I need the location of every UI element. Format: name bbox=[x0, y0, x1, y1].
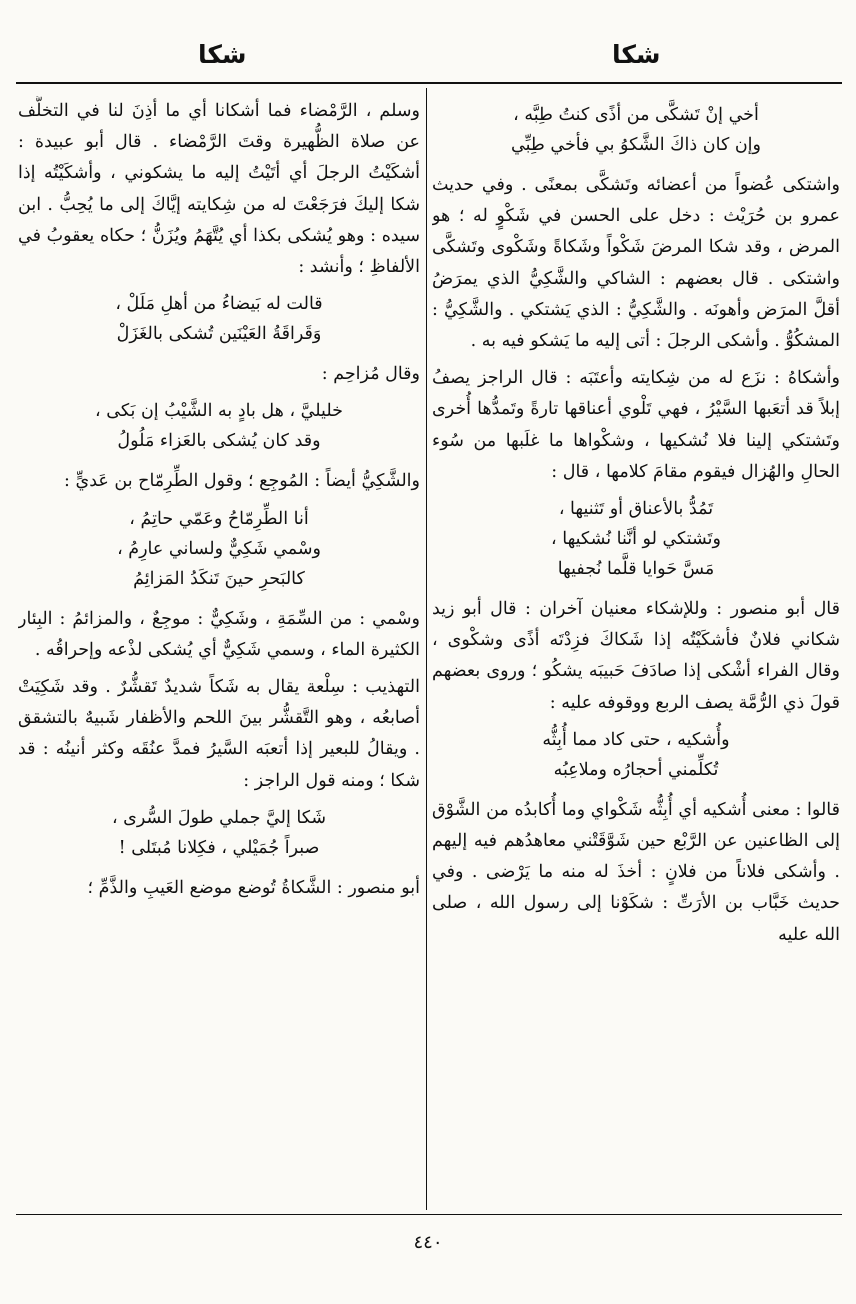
verse-line: وقد كان يُشكى بالعَزاء مَلُولُ bbox=[117, 431, 321, 452]
verse-line: صبراً جُمَيْلي ، فكِلانا مُبتَلى ! bbox=[118, 837, 320, 858]
verse-line: أنا الطِّرِمّاحُ وعَمّي حاتِمُ ، bbox=[129, 508, 309, 529]
column-divider bbox=[426, 88, 427, 1210]
paragraph: وأشكاهُ : نزَع له من شِكايته وأعتَبَه : قال الراجز يصفُ إبلاً قد أتعَبها السَّيْرُ ، فهي تَلْوي أعناقها تارةً وتَمدُّها أُخرى وتَشتكي إلينا فلا نُشكيها ، وشكْواها ما غلَبها من سُوء الحالِ والهُزال فيقوم مقامَ كلامها ، قال : bbox=[432, 368, 840, 482]
verse-line: تَمُدُّ بالأعناق أو تَثنيها ، bbox=[558, 499, 714, 520]
verse-line: خليليَّ ، هل بادٍ به الشَّيْبُ إن بَكى ، bbox=[95, 401, 343, 422]
verse-line: وَقَراقَةُ العَيْنَين تُشكى بالغَزَلْ bbox=[116, 324, 322, 345]
verse-line: كالبَحرِ حينَ تَنكَدُ المَزائِمُ bbox=[133, 568, 305, 589]
verse bbox=[432, 100, 840, 160]
paragraph: أبو منصور : الشَّكاةُ تُوضع موضع العَيبِ والذَّمِّ ؛ bbox=[87, 877, 420, 898]
verse-line: وأُشكيه ، حتى كاد مما أُبِثُّه bbox=[542, 729, 730, 750]
verse bbox=[18, 396, 420, 456]
paragraph: والشَّكِيُّ أيضاً : المُوجِع ؛ وقول الطِّرِمّاح بن عَديٍّ : bbox=[64, 471, 420, 492]
verse-line: وسْمي شَكِيٌّ ولساني عارِمُ ، bbox=[117, 538, 321, 559]
verse bbox=[18, 289, 420, 349]
verse-line: أخي إنْ تَشكَّى من أذًى كنتُ طِبَّه ، bbox=[513, 105, 759, 125]
verse-line: تُكلِّمني أحجارُه وملاعِبُه bbox=[553, 759, 719, 780]
verse-line: شَكا إليَّ جملي طولَ السُّرى ، bbox=[111, 807, 327, 828]
verse bbox=[432, 494, 840, 584]
header-word-right: شكا bbox=[612, 40, 661, 69]
verse bbox=[18, 504, 420, 594]
verse bbox=[18, 803, 420, 863]
header-word-left: شكا bbox=[198, 40, 247, 69]
header-rule bbox=[16, 82, 842, 84]
verse-line: قالت له بَيضاءُ من أهلِ مَلَلْ ، bbox=[115, 294, 323, 315]
verse bbox=[432, 725, 840, 785]
paragraph: وسْمي : من السِّمَةِ ، وشَكِيٌّ : موجِعٌ ، والمزائمُ : البِئار الكثيرة الماء ، وسمي شَكِيٌّ أي يُشكى لذْعه وإحراقُه . bbox=[18, 608, 420, 660]
verse-line: مَسَّ حَوايا قلَّما نُجفيها bbox=[557, 559, 715, 580]
paragraph: وسلم ، الرَّمْضاء فما أشكانا أي ما أذِنَ لنا في التخلُّف عن صلاة الظُّهيرة وقتَ الرَّمْضاء . قال أبو عبيدة : أشكَيْتُ الرجلَ أي أتَيْتُ إليه ما يشكوني ، وأشكَيْتُه إذا شكا إليكَ فرَجَعْتَ له من شِكايته إيَّاكَ إلى ما يُحِبُّ . ابن سيده : وهو يُشكى بكذا أي يُتَّهَمُ ويُزَنُّ ؛ حكاه يعقوبُ في الألفاظِ ؛ وأنشد : bbox=[18, 101, 420, 278]
verse-line: وإن كان ذاكَ الشَّكوُ بي فأخي طِبِّي bbox=[511, 135, 761, 155]
verse-line: وتَشتكي لو أنَّنا نُشكيها ، bbox=[551, 529, 721, 550]
paragraph: وقال مُزاحِم : bbox=[321, 364, 420, 385]
left-column bbox=[18, 96, 420, 1208]
right-column bbox=[432, 96, 840, 1208]
page-number: ٤٤٠ bbox=[413, 1232, 443, 1253]
paragraph: واشتكى عُضواً من أعضائه وتَشكَّى بمعنًى . وفي حديث عمرو بن حُرَيْث : دخل على الحسن في شَكْوٍ له ؛ هو المرض ، وقد شكا المرضَ شَكْواً وشَكاةً وشَكْوى وتَشكَّى واشتكى . قال بعضهم : الشاكي والشَّكِيُّ الذي يمرَضُ أقلَّ المرَض وأهونَه . والشَّكِيُّ : الذي يَشتكي . والشَّكِيُّ : المشكُوُّ . وأشكى الرجلَ : أتى إليه ما يَشكو فيه به . bbox=[432, 175, 840, 352]
paragraph: قال أبو منصور : وللإشكاء معنيان آخران : قال أبو زيد شكاني فلانٌ فأشكَيْتُه إذا شَكاكَ فزِدْتَه أذًى وشكْوى ، وقال الفراء أشْكى إذا صادَفَ حَبيبَه يشكُو ؛ وروى بعضهم قولَ ذي الرُّمَّة يصف الربع ووقوفه عليه : bbox=[432, 599, 840, 713]
paragraph: قالوا : معنى أُشكيه أي أُبِثُّه شَكْواي وما أُكابدُه من الشَّوْق إلى الظاعنين عن الرَّبْع حين شَوَّقَتْني معاهدُهم فيه إليهم . وأشكى فلاناً من فلانٍ : أخذَ له منه ما يَرْضى . وفي حديث خَبَّاب بن الأرَتِّ : شكَوْنا إلى رسول الله ، صلى الله عليه bbox=[432, 799, 840, 945]
footer-rule bbox=[16, 1214, 842, 1215]
paragraph: التهذيب : سِلْعة يقال به شَكاً شديدٌ تَقشُّرٌ . وقد شَكِيَتْ أصابعُه ، وهو التَّقشُّر بينَ اللحم والأظفار شَبيهٌ بالتشقق . ويقالُ للبعير إذا أتعبَه السَّيرُ فمدَّ عنُقَه وكثر أنينُه : قد شكا ؛ ومنه قول الراجز : bbox=[18, 677, 420, 791]
